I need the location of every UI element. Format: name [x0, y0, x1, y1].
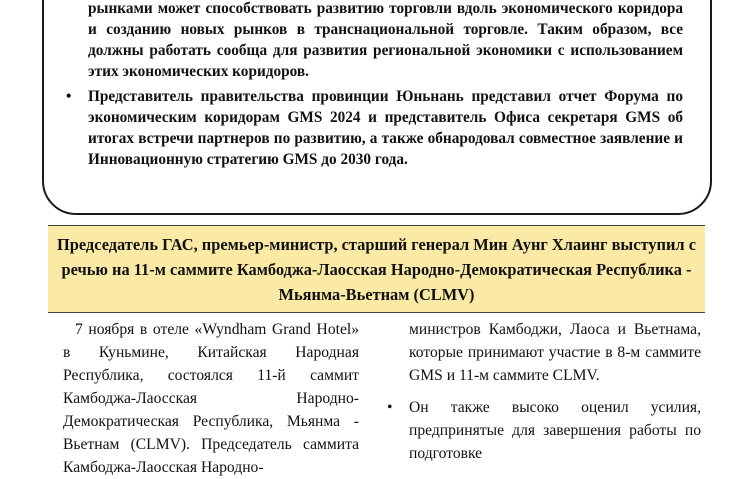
box-bullet-2: • Представитель правительства провинции Юньнань представил отчет Форума по экономическим коридорам GMS 2024 и представитель Офиса секретаря GMS об итогах встречи партнеров по развитию, а также обнародовал совместное заявление и Инновационную стратегию GMS до 2030 года.: [88, 86, 683, 170]
headline-title: Председатель ГАС, премьер-министр, старший генерал Мин Аунг Хлаинг выступил с речью на 11-м саммите Камбоджа-Лаосская Народно-Демократическая Республика - Мьянма-Вьетнам (CLMV): [57, 234, 696, 304]
headline-banner: [48, 225, 705, 313]
right-bullet: • Он также высоко оценил усилия, предпринятые для завершения работы по подготовке: [409, 396, 701, 465]
article-left-column: [63, 318, 359, 479]
box-bullet-1: рынками может способствовать развитию торговли вдоль экономического коридора и созданию новых рынков в транснациональной торговле. Таким образом, все должны работать сообща для развития региональной экономики с использованием этих экономических коридоров.: [88, 0, 683, 80]
left-paragraph: 7 ноября в отеле «Wyndham Grand Hotel» в Куньмине, Китайская Народная Республика, состоялся 11-й саммит Камбоджа-Лаосская Народно-Демократическая Республика, Мьянма - Вьетнам (CLMV). Председатель саммита Камбоджа-Лаосская Народно-: [63, 321, 359, 476]
highlight-box-text: [88, 0, 683, 170]
right-paragraph: министров Камбоджи, Лаоса и Вьетнама, которые принимают участие в 8-м саммите GMS и 11-м саммите CLMV.: [409, 321, 701, 384]
article-right-column: [409, 318, 701, 465]
